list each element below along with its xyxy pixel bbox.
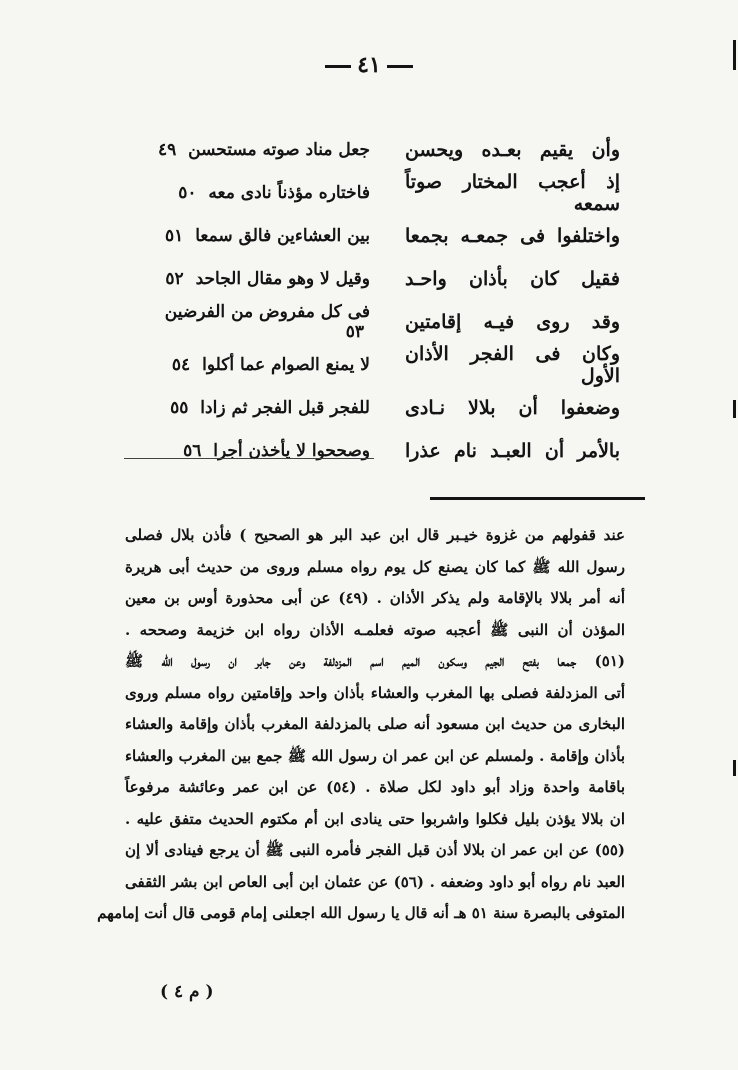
verse-line [140, 429, 620, 472]
verse-second-hemistich [140, 269, 370, 289]
verse-second-hemistich [140, 302, 370, 342]
verse-line [140, 343, 620, 386]
note-line: البخارى من حديث ابن مسعود أنه صلى بالمزدلفة المغرب بأذان وإقامة والعشاء [125, 715, 625, 733]
edge-mark [733, 400, 736, 418]
verse-second-hemistich [140, 226, 370, 246]
verse-line [140, 257, 620, 300]
verse-number: ٥٣ [345, 321, 364, 342]
verse-line [140, 171, 620, 214]
verse-number: ٥٢ [165, 268, 184, 289]
verse-second-text: لا يمنع الصوام عما أكلوا [202, 354, 370, 375]
verse-number: ٤٩ [157, 139, 177, 160]
verse-first-hemistich: وقد روى فيـه إقامتين [405, 310, 620, 333]
verse-end-rule [124, 458, 374, 459]
edge-mark [733, 760, 736, 776]
note-line: المؤذن أن النبى ﷺ أعجبه صوته فعلمـه الأذان رواه ابن خزيمة وصححه . [125, 620, 625, 639]
verse-second-text: بين العشاءين فالق سمعا [195, 225, 370, 246]
verse-line [140, 214, 620, 257]
page-number-text: ٤١ [357, 52, 381, 78]
verse-first-hemistich: وأن يقيم بعـده ويحسن [405, 138, 620, 161]
note-line: ان بلالا يؤذن بليل فكلوا واشربوا حتى ينادى ابن أم مكتوم الحديث متفق عليه . [125, 809, 625, 828]
note-line: (٥١) جمعا بفتح الجيم وسكون الميم اسم المزدلفة وعن جابر ان رسول الله ﷺ [125, 652, 625, 670]
verse-first-hemistich: وكان فى الفجر الأذان الأول [405, 342, 620, 387]
edge-mark [733, 40, 736, 70]
verse-number: ٥٥ [170, 397, 189, 418]
commentary-notes [97, 520, 625, 930]
verse-second-text: جعل مناد صوته مستحسن [188, 139, 370, 160]
note-line: رسول الله ﷺ كما كان يصنع كل يوم رواه مسلم وروى من حديث أبى هريرة [125, 557, 625, 576]
note-line: أتى المزدلفة فصلى بها المغرب والعشاء بأذان واحد وإقامتين رواه مسلم وروى [125, 683, 625, 702]
verse-first-hemistich: بالأمر أن العبـد نام عذرا [405, 439, 620, 462]
verse-number: ٥١ [165, 225, 184, 246]
verse-first-hemistich: واختلفوا فى جمعـه بجمعا [405, 224, 620, 247]
page-number-bar-left [325, 65, 351, 68]
verse-second-hemistich [140, 183, 370, 203]
verse-second-hemistich [140, 140, 370, 160]
verse-second-text: وصححوا لا يأخذن أجرا [213, 440, 370, 461]
verse-second-hemistich [140, 355, 370, 375]
verse-line [140, 128, 620, 171]
note-line: (٥٥) عن ابن عمر ان بلالا أذن قبل الفجر فأمره النبى ﷺ أن يرجع فينادى ألا إن [125, 841, 625, 859]
page-number-bar-right [387, 65, 413, 68]
page-number [0, 52, 738, 78]
note-line: عند قفولهم من غزوة خيـبر قال ابن عبد البر هو الصحيح ) فأذن بلال فصلى [125, 526, 625, 544]
verse-number: ٥٤ [171, 354, 191, 375]
verse-first-hemistich: إذ أعجب المختار صوتاً سمعه [405, 170, 620, 215]
verse-line [140, 300, 620, 343]
verse-line [140, 386, 620, 429]
verse-number: ٥٦ [183, 440, 202, 461]
note-line: بأذان وإقامة . ولمسلم عن ابن عمر ان رسول الله ﷺ جمع بين المغرب والعشاء [125, 746, 625, 765]
verse-second-text: للفجر قبل الفجر ثم زادا [200, 397, 370, 418]
note-line: المتوفى بالبصرة سنة ٥١ هـ أنه قال يا رسول الله اجعلنى إمام قومى قال أنت إمامهم [97, 904, 625, 922]
verse-number: ٥٠ [178, 182, 197, 203]
poem-verses [140, 128, 620, 472]
verse-second-text: وقيل لا وهو مقال الجاحد [195, 268, 370, 289]
note-line: باقامة واحدة وزاد أبو داود لكل صلاة . (٥٤) عن ابن عمر وعائشة مرفوعاً [125, 778, 625, 796]
note-line: العبد نام رواه أبو داود وضعفه . (٥٦) عن عثمان ابن أبى العاص ابن بشر الثقفى [125, 872, 625, 891]
note-line: أنه أمر بلالا بالإقامة ولم يذكر الأذان . (٤٩) عن أبى محذورة أوس بن معين [125, 589, 625, 607]
verse-second-hemistich [140, 398, 370, 418]
verse-first-hemistich: وضعفوا أن بلالا نـادى [405, 396, 620, 419]
verse-second-text: فى كل مفروض من الفرضين [164, 301, 370, 322]
verse-first-hemistich: فقيل كان بأذان واحـد [405, 267, 620, 290]
signature-mark: ( م ٤ ) [160, 982, 214, 1002]
footnote-divider [430, 497, 645, 500]
verse-second-text: فاختاره مؤذناً نادى معه [208, 182, 370, 203]
